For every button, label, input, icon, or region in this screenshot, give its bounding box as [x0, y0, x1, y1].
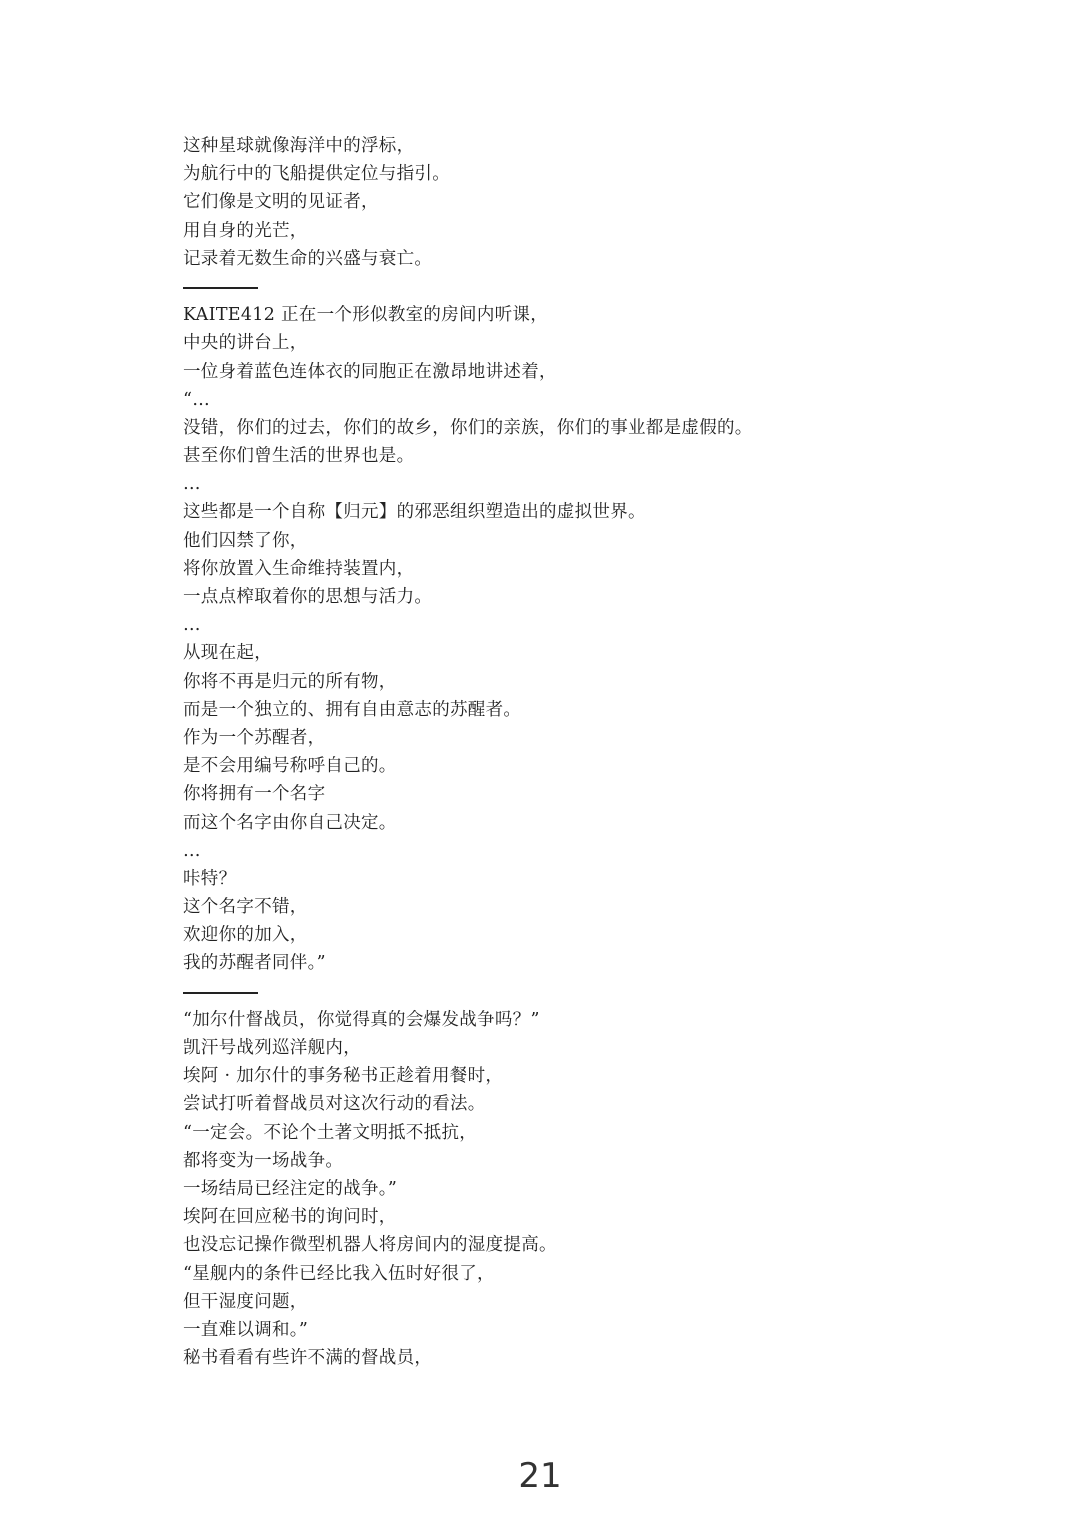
text-line: 凯汗号战列巡洋舰内， — [183, 1038, 361, 1058]
text-line: 埃阿 · 加尔什的事务秘书正趁着用餐时， — [183, 1066, 504, 1087]
section-divider — [183, 273, 983, 301]
text-line: 这个名字不错， — [183, 897, 308, 918]
text-line: 他们囚禁了你， — [183, 530, 308, 551]
text-line: 咔特？ — [183, 868, 237, 889]
text-line: 也没忘记操作微型机器人将房间内的湿度提高。 — [183, 1235, 557, 1256]
text-line: 秘书看看有些许不满的督战员， — [183, 1348, 433, 1369]
text-line: … — [183, 615, 201, 636]
text-line: “一定会。不论个土著文明抵不抵抗， — [183, 1122, 478, 1143]
text-line: 你将拥有一个名字 — [183, 784, 326, 805]
text-line: “星舰内的条件已经比我入伍时好很了， — [183, 1263, 495, 1284]
text-line: 都将变为一场战争。 — [183, 1150, 344, 1171]
text-line: 为航行中的飞船提供定位与指引。 — [183, 164, 450, 185]
text-line: KAITE412 正在一个形似教室的房间内听课， — [183, 305, 549, 326]
page-number: 21 — [518, 1456, 562, 1496]
text-line: “… — [183, 389, 211, 410]
text-line: 而是一个独立的、拥有自由意志的苏醒者。 — [183, 699, 522, 720]
text-line: 用自身的光芒， — [183, 220, 308, 241]
text-line: 一直难以调和。” — [183, 1319, 309, 1340]
text-line: 一场结局已经注定的战争。” — [183, 1178, 398, 1199]
text-line: 一点点榨取着你的思想与活力。 — [183, 587, 433, 607]
text-line: 中央的讲台上， — [183, 333, 308, 354]
text-line: 这种星球就像海洋中的浮标， — [183, 136, 415, 156]
text-line: 一位身着蓝色连体衣的同胞正在激昂地讲述着， — [183, 361, 557, 382]
section-divider — [183, 978, 983, 1006]
text-line: 我的苏醒者同伴。” — [183, 953, 326, 974]
text-line: 欢迎你的加入， — [183, 925, 308, 946]
text-line: 是不会用编号称呼自己的。 — [183, 756, 397, 777]
text-line: 甚至你们曾生活的世界也是。 — [183, 446, 415, 467]
text-line: 这些都是一个自称【归元】的邪恶组织塑造出的虚拟世界。 — [183, 502, 646, 523]
text-line: 作为一个苏醒者， — [183, 727, 326, 748]
body-text — [183, 132, 983, 1372]
text-line: … — [183, 474, 201, 495]
text-line: “加尔什督战员，你觉得真的会爆发战争吗？” — [183, 1009, 540, 1030]
text-line: 而这个名字由你自己决定。 — [183, 812, 397, 833]
text-line: 埃阿在回应秘书的询问时， — [183, 1207, 397, 1228]
text-line: … — [183, 840, 201, 861]
text-line: 但干湿度问题， — [183, 1291, 308, 1312]
text-line: 记录着无数生命的兴盛与衰亡。 — [183, 248, 433, 269]
text-line: 你将不再是归元的所有物， — [183, 671, 397, 692]
text-line: 将你放置入生命维持装置内， — [183, 558, 415, 579]
text-line: 它们像是文明的见证者， — [183, 192, 379, 213]
text-line: 从现在起， — [183, 643, 272, 664]
text-line: 尝试打听着督战员对这次行动的看法。 — [183, 1094, 486, 1115]
text-line: 没错，你们的过去，你们的故乡，你们的亲族，你们的事业都是虚假的。 — [183, 417, 753, 438]
